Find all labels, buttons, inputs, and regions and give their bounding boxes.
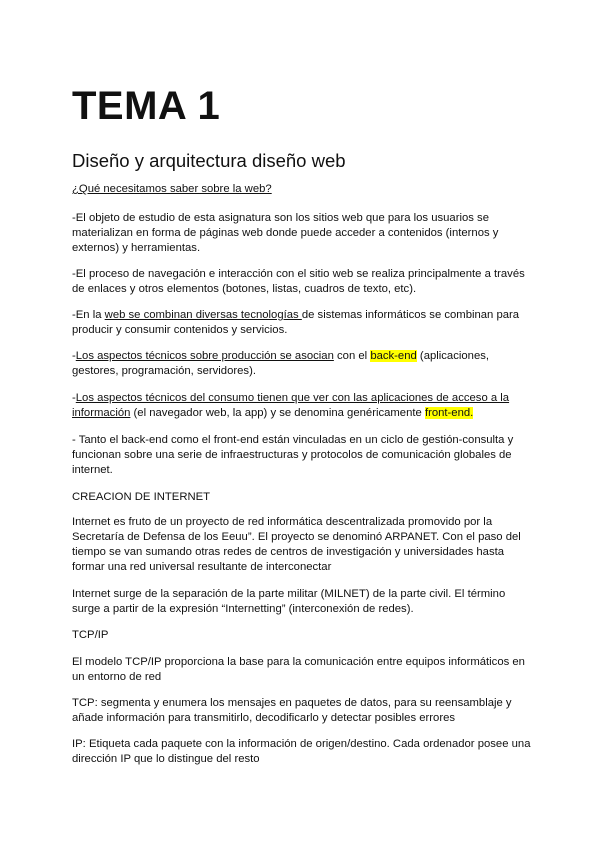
paragraph-navegacion: -El proceso de navegación e interacción con el sitio web se realiza principalmente a través de enlaces y otros elementos (botones, listas, cuadros de texto, etc). xyxy=(72,268,525,295)
underlined-text: Los aspectos técnicos del consumo tienen que ver con las aplicaciones de acceso a la información xyxy=(72,392,510,419)
paragraph-ip: IP: Etiqueta cada paquete con la información de origen/destino. Cada ordenador posee una dirección IP que lo distingue del resto xyxy=(72,738,531,765)
text: - xyxy=(72,350,76,362)
paragraph-ciclo: - Tanto el back-end como el front-end están vinculadas en un ciclo de gestión-consulta y funcionan sobre una serie de infraestructuras y protocolos de comunicación globales de internet. xyxy=(72,434,514,476)
heading-creacion-internet: CREACION DE INTERNET xyxy=(72,491,211,503)
paragraph-tecnologias xyxy=(72,308,534,338)
text: (el navegador web, la app) y se denomina genéricamente xyxy=(130,407,425,419)
text: -En la xyxy=(72,309,105,321)
highlighted-text: front-end. xyxy=(424,407,474,419)
paragraph-backend xyxy=(72,349,534,379)
section-subtitle: Diseño y arquitectura diseño web xyxy=(72,150,346,171)
paragraph-arpanet: Internet es fruto de un proyecto de red informática descentralizada promovido por la Secretaría de Defensa de los Eeuu”. El proyecto se denominó ARPANET. Con el paso del tiempo se van sumando otras redes de centros de investigación y universidades hasta formar una red universal resultante de interconectar xyxy=(72,516,521,573)
page-title: TEMA 1 xyxy=(72,84,221,128)
text: con el xyxy=(333,350,371,362)
text: - xyxy=(72,392,76,404)
underlined-text: web se combinan diversas tecnologías xyxy=(104,309,302,321)
highlighted-text: back-end xyxy=(370,350,417,362)
paragraph-modelo: El modelo TCP/IP proporciona la base para la comunicación entre equipos informáticos en un entorno de red xyxy=(72,656,525,683)
heading-tcpip: TCP/IP xyxy=(72,629,109,641)
question-heading: ¿Qué necesitamos saber sobre la web? xyxy=(72,183,272,195)
text: (aplicaciones, gestores, programación, servidores). xyxy=(72,350,490,377)
paragraph-frontend xyxy=(72,391,534,421)
paragraph-objeto: -El objeto de estudio de esta asignatura son los sitios web que para los usuarios se materializan en forma de páginas web donde puede acceder a contenidos (internos y externos) y herramientas. xyxy=(72,212,499,254)
paragraph-tcp: TCP: segmenta y enumera los mensajes en paquetes de datos, para su reensamblaje y añade información para transmitirlo, decodificarlo y detectar posibles errores xyxy=(72,697,512,724)
paragraph-milnet: Internet surge de la separación de la parte militar (MILNET) de la parte civil. El término surge a partir de la expresión “Internetting” (interconexión de redes). xyxy=(72,588,506,615)
underlined-text: Los aspectos técnicos sobre producción se asocian xyxy=(75,350,334,362)
text: de sistemas informáticos se combinan para producir y consumir contenidos y servicios. xyxy=(72,309,520,336)
